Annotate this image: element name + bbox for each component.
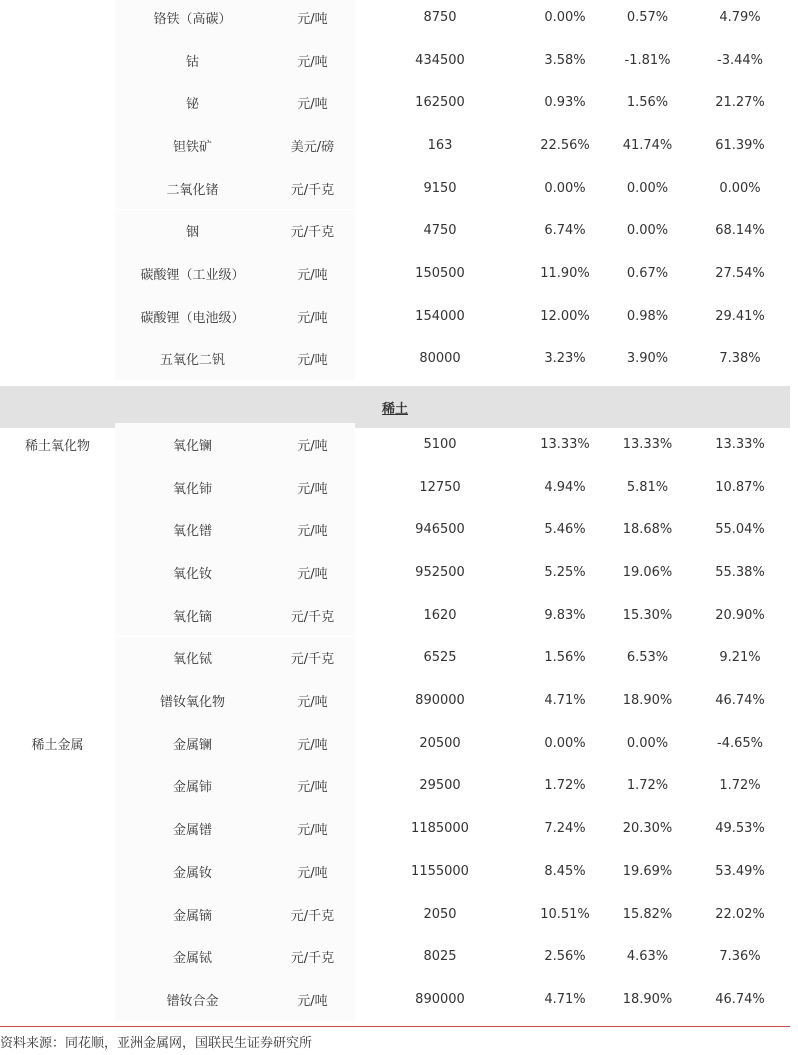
price-cell: 9150 <box>423 180 457 196</box>
change-1-cell: 22.56% <box>540 137 590 153</box>
change-1-cell: 9.83% <box>544 607 586 623</box>
change-1-cell: 0.00% <box>544 735 586 751</box>
table-row <box>0 423 790 466</box>
category-cell <box>0 252 115 295</box>
metal-name-cell: 五氧化二钒 <box>115 338 270 381</box>
price-cell: 2050 <box>423 906 457 922</box>
change-3-cell: 20.90% <box>715 607 765 623</box>
category-cell <box>0 935 115 978</box>
price-cell: 1185000 <box>411 821 469 837</box>
change-2-cell: 0.00% <box>626 735 669 751</box>
change-2-cell: 19.69% <box>622 863 673 879</box>
change-1-cell: 10.51% <box>540 906 590 922</box>
table-row <box>0 81 790 124</box>
change-1-cell: 2.56% <box>544 949 586 965</box>
change-3-cell: 13.33% <box>715 436 765 452</box>
unit-cell: 元/吨 <box>270 679 355 722</box>
metal-name-cell: 铬铁（高碳） <box>115 0 270 39</box>
price-cell: 5100 <box>423 436 457 452</box>
change-3-cell: 49.53% <box>715 821 765 837</box>
metal-name-cell: 金属镧 <box>115 722 270 765</box>
table-row <box>0 39 790 82</box>
change-1-cell: 5.25% <box>544 564 586 580</box>
price-cell: 890000 <box>415 693 465 709</box>
section-title: 稀土 <box>381 401 408 417</box>
table-row <box>0 295 790 338</box>
price-cell: 946500 <box>415 522 465 538</box>
table-row <box>0 594 790 637</box>
category-cell <box>0 508 115 551</box>
category-cell <box>0 466 115 509</box>
table-row <box>0 935 790 978</box>
metal-name-cell: 钽铁矿 <box>115 124 270 167</box>
change-2-cell: 0.98% <box>626 308 669 324</box>
change-3-cell: 53.49% <box>715 863 765 879</box>
change-3-cell: 22.02% <box>715 906 765 922</box>
price-cell: 12750 <box>419 479 461 495</box>
change-3-cell: -3.44% <box>717 52 763 68</box>
change-2-cell: 13.33% <box>622 436 673 452</box>
change-2-cell: 6.53% <box>626 650 669 666</box>
change-2-cell: 18.90% <box>622 991 673 1007</box>
change-2-cell: -1.81% <box>624 52 671 68</box>
metal-name-cell: 氧化镨 <box>115 508 270 551</box>
category-cell <box>0 0 115 39</box>
unit-cell: 元/吨 <box>270 295 355 338</box>
change-3-cell: 1.72% <box>719 778 761 794</box>
change-1-cell: 1.72% <box>544 778 586 794</box>
table-row <box>0 466 790 509</box>
change-3-cell: 21.27% <box>715 95 765 111</box>
change-3-cell: 46.74% <box>715 693 765 709</box>
category-cell: 稀土金属 <box>31 737 84 753</box>
change-2-cell: 1.72% <box>626 778 669 794</box>
metal-name-cell: 氧化铽 <box>115 637 270 680</box>
change-1-cell: 4.94% <box>544 479 586 495</box>
change-1-cell: 0.00% <box>544 180 586 196</box>
unit-cell: 元/吨 <box>270 81 355 124</box>
metal-name-cell: 钴 <box>115 39 270 82</box>
unit-cell: 元/吨 <box>270 978 355 1021</box>
change-1-cell: 8.45% <box>544 863 586 879</box>
unit-cell: 元/吨 <box>270 39 355 82</box>
category-cell <box>0 210 115 253</box>
unit-cell: 元/吨 <box>270 508 355 551</box>
price-cell: 162500 <box>415 95 465 111</box>
price-cell: 1620 <box>423 607 457 623</box>
category-cell <box>0 338 115 381</box>
change-1-cell: 0.00% <box>544 9 586 25</box>
metal-name-cell: 金属镝 <box>115 893 270 936</box>
change-3-cell: 7.36% <box>719 949 761 965</box>
price-cell: 890000 <box>415 991 465 1007</box>
table-row <box>0 0 790 39</box>
price-cell: 1155000 <box>411 863 469 879</box>
change-3-cell: 10.87% <box>715 479 765 495</box>
price-cell: 434500 <box>415 52 465 68</box>
change-3-cell: 27.54% <box>715 266 765 282</box>
unit-cell: 元/千克 <box>270 167 355 210</box>
price-cell: 29500 <box>419 778 461 794</box>
metal-name-cell: 氧化镧 <box>115 423 270 466</box>
change-3-cell: 29.41% <box>715 308 765 324</box>
source-note: 资料来源：同花顺，亚洲金属网，国联民生证券研究所 <box>0 1036 313 1051</box>
metal-name-cell: 镨钕氧化物 <box>115 679 270 722</box>
metal-name-cell: 二氧化锗 <box>115 167 270 210</box>
price-cell: 952500 <box>415 564 465 580</box>
change-1-cell: 4.71% <box>544 693 586 709</box>
price-cell: 80000 <box>419 351 461 367</box>
change-1-cell: 13.33% <box>540 436 590 452</box>
change-3-cell: 68.14% <box>715 223 765 239</box>
unit-cell: 元/吨 <box>270 338 355 381</box>
category-cell <box>0 39 115 82</box>
unit-cell: 元/吨 <box>270 252 355 295</box>
change-2-cell: 19.06% <box>622 564 673 580</box>
change-2-cell: 20.30% <box>622 821 673 837</box>
price-cell: 4750 <box>423 223 457 239</box>
unit-cell: 元/千克 <box>270 637 355 680</box>
category-cell <box>0 807 115 850</box>
price-cell: 154000 <box>415 308 465 324</box>
change-3-cell: 0.00% <box>719 180 761 196</box>
metal-name-cell: 氧化镝 <box>115 594 270 637</box>
change-3-cell: 46.74% <box>715 991 765 1007</box>
category-cell <box>0 679 115 722</box>
change-3-cell: 61.39% <box>715 137 765 153</box>
change-2-cell: 1.56% <box>626 95 669 111</box>
change-1-cell: 0.93% <box>544 95 586 111</box>
unit-cell: 元/千克 <box>270 893 355 936</box>
change-2-cell: 15.82% <box>622 906 673 922</box>
metal-name-cell: 氧化钕 <box>115 551 270 594</box>
metal-name-cell: 碳酸锂（电池级） <box>115 295 270 338</box>
category-cell <box>0 893 115 936</box>
change-1-cell: 1.56% <box>544 650 586 666</box>
change-1-cell: 6.74% <box>544 223 586 239</box>
change-2-cell: 18.68% <box>622 522 673 538</box>
change-2-cell: 4.63% <box>626 949 669 965</box>
table-row <box>0 252 790 295</box>
unit-cell: 元/千克 <box>270 594 355 637</box>
change-2-cell: 0.67% <box>626 266 669 282</box>
table-row <box>0 850 790 893</box>
table-row <box>0 807 790 850</box>
metal-name-cell: 金属钕 <box>115 850 270 893</box>
unit-cell: 元/吨 <box>270 423 355 466</box>
change-2-cell: 0.00% <box>626 223 669 239</box>
change-3-cell: 55.04% <box>715 522 765 538</box>
footer-divider <box>0 1026 790 1027</box>
metal-name-cell: 铟 <box>115 210 270 253</box>
table-row <box>0 679 790 722</box>
change-1-cell: 12.00% <box>540 308 590 324</box>
change-2-cell: 0.57% <box>626 9 669 25</box>
change-3-cell: 55.38% <box>715 564 765 580</box>
price-cell: 20500 <box>419 735 461 751</box>
change-1-cell: 7.24% <box>544 821 586 837</box>
change-1-cell: 11.90% <box>540 266 590 282</box>
category-cell <box>0 850 115 893</box>
table-row <box>0 765 790 808</box>
category-cell <box>0 81 115 124</box>
category-cell <box>0 167 115 210</box>
category-cell <box>0 765 115 808</box>
metal-name-cell: 镨钕合金 <box>115 978 270 1021</box>
unit-cell: 元/吨 <box>270 807 355 850</box>
unit-cell: 元/吨 <box>270 551 355 594</box>
price-cell: 163 <box>427 137 453 153</box>
table-row <box>0 167 790 210</box>
price-cell: 8025 <box>423 949 457 965</box>
price-cell: 150500 <box>415 266 465 282</box>
price-cell: 6525 <box>423 650 457 666</box>
change-1-cell: 4.71% <box>544 991 586 1007</box>
price-cell: 8750 <box>423 9 457 25</box>
unit-cell: 元/吨 <box>270 765 355 808</box>
category-cell: 稀土氧化物 <box>24 438 90 454</box>
category-cell <box>0 637 115 680</box>
table-row <box>0 124 790 167</box>
table-row <box>0 893 790 936</box>
category-cell <box>0 594 115 637</box>
change-1-cell: 5.46% <box>544 522 586 538</box>
unit-cell: 元/千克 <box>270 935 355 978</box>
unit-cell: 元/吨 <box>270 722 355 765</box>
metal-name-cell: 铋 <box>115 81 270 124</box>
table-row <box>0 551 790 594</box>
metal-name-cell: 金属铽 <box>115 935 270 978</box>
table-row <box>0 210 790 253</box>
change-2-cell: 5.81% <box>626 479 669 495</box>
section-header-rare-earth <box>0 386 790 428</box>
table-row <box>0 508 790 551</box>
metal-name-cell: 金属铈 <box>115 765 270 808</box>
unit-cell: 元/吨 <box>270 0 355 39</box>
change-3-cell: 7.38% <box>719 351 761 367</box>
metal-name-cell: 氧化铈 <box>115 466 270 509</box>
category-cell <box>0 978 115 1021</box>
unit-cell: 元/吨 <box>270 850 355 893</box>
unit-cell: 美元/磅 <box>270 124 355 167</box>
change-3-cell: -4.65% <box>717 735 763 751</box>
metal-name-cell: 金属镨 <box>115 807 270 850</box>
table-row <box>0 338 790 381</box>
change-3-cell: 9.21% <box>719 650 761 666</box>
table-row <box>0 722 790 765</box>
change-2-cell: 3.90% <box>626 351 669 367</box>
category-cell <box>0 124 115 167</box>
change-2-cell: 15.30% <box>622 607 673 623</box>
change-3-cell: 4.79% <box>719 9 761 25</box>
unit-cell: 元/吨 <box>270 466 355 509</box>
table-row <box>0 978 790 1021</box>
change-1-cell: 3.23% <box>544 351 586 367</box>
table-row <box>0 637 790 680</box>
change-2-cell: 41.74% <box>622 137 673 153</box>
unit-cell: 元/千克 <box>270 210 355 253</box>
change-1-cell: 3.58% <box>544 52 586 68</box>
change-2-cell: 18.90% <box>622 693 673 709</box>
category-cell <box>0 295 115 338</box>
category-cell <box>0 551 115 594</box>
change-2-cell: 0.00% <box>626 180 669 196</box>
metal-name-cell: 碳酸锂（工业级） <box>115 252 270 295</box>
